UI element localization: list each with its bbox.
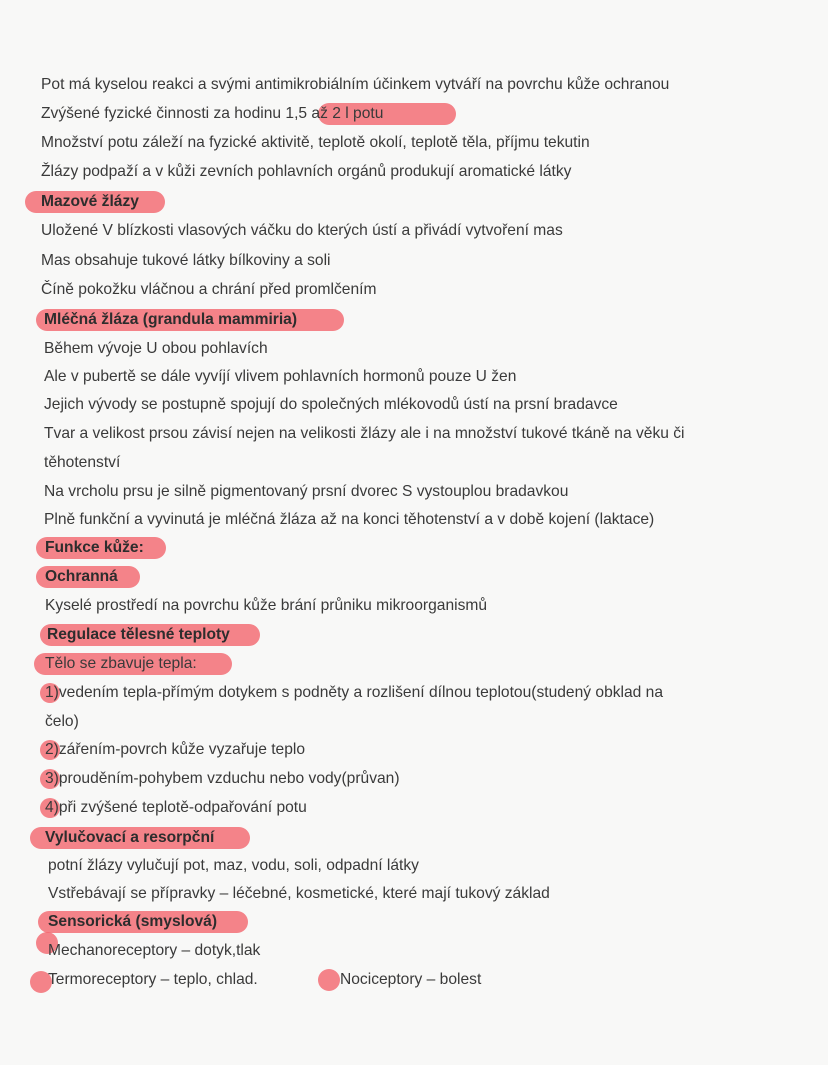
text-line: Kyselé prostředí na povrchu kůže brání průniku mikroorganismů (45, 597, 488, 614)
text-segment: Zvýšené fyzické činnosti za hodinu (41, 105, 286, 122)
text-line: Pot má kyselou reakci a svými antimikrobiálním účinkem vytváří na povrchu kůže ochranou (41, 76, 670, 93)
section-heading: Funkce kůže: (45, 539, 144, 556)
text-line: Během vývoje U obou pohlavích (44, 340, 268, 357)
text-line (41, 104, 383, 124)
highlighted-text: 1,5 až 2 l potu (285, 105, 384, 122)
section-heading: Mazové žlázy (41, 193, 139, 210)
text-line: Žlázy podpaží a v kůži zevních pohlavních orgánů produkují aromatické látky (41, 163, 572, 180)
section-heading: Mléčná žláza (grandula mammiria) (44, 311, 298, 328)
text-line: Tvar a velikost prsou závisí nejen na velikosti žlázy ale i na množství tukové tkáně na věku či (44, 425, 685, 442)
text-line: Vstřebávají se přípravky – léčebné, kosmetické, které mají tukový základ (48, 885, 550, 902)
section-heading: Regulace tělesné teploty (47, 626, 230, 643)
section-heading: Vylučovací a resorpční (45, 829, 215, 846)
text-line: 1)vedením tepla-přímým dotykem s podněty a rozlišení dílnou teplotou(studený obklad na (45, 684, 664, 701)
text-line: 4)při zvýšené teplotě-odpařování potu (45, 799, 307, 816)
text-line: potní žlázy vylučují pot, maz, vodu, soli, odpadní látky (48, 857, 419, 874)
text-line: čelo) (45, 713, 79, 730)
text-line: Plně funkční a vyvinutá je mléčná žláza až na konci těhotenství a v době kojení (laktace) (44, 511, 655, 528)
text-line: Na vrcholu prsu je silně pigmentovaný prsní dvorec S vystouplou bradavkou (44, 483, 569, 500)
text-line: Mechanoreceptory – dotyk,tlak (48, 942, 261, 959)
text-line: Jejich vývody se postupně spojují do společných mlékovodů ústí na prsní bradavce (44, 396, 618, 413)
text-line: 3)prouděním-pohybem vzduchu nebo vody(průvan) (45, 770, 400, 787)
text-line: Množství potu záleží na fyzické aktivitě, teplotě okolí, teplotě těla, příjmu tekutin (41, 134, 590, 151)
text-line: Tělo se zbavuje tepla: (45, 655, 197, 672)
text-line: těhotenství (44, 454, 121, 471)
text-line: Termoreceptory – teplo, chlad. (48, 971, 258, 988)
text-line: 2)zářením-povrch kůže vyzařuje teplo (45, 741, 306, 758)
highlight-dot (318, 969, 340, 991)
text-line: Uložené V blízkosti vlasových váčku do kterých ústí a přivádí vytvoření mas (41, 222, 563, 239)
section-heading: Ochranná (45, 568, 118, 585)
section-heading: Sensorická (smyslová) (48, 913, 218, 930)
text-line: Mas obsahuje tukové látky bílkoviny a soli (41, 252, 331, 269)
text-line: Číně pokožku vláčnou a chrání před promlčením (41, 281, 377, 298)
text-line: Nociceptory – bolest (340, 971, 482, 988)
text-line: Ale v pubertě se dále vyvíjí vlivem pohlavních hormonů pouze U žen (44, 368, 517, 385)
